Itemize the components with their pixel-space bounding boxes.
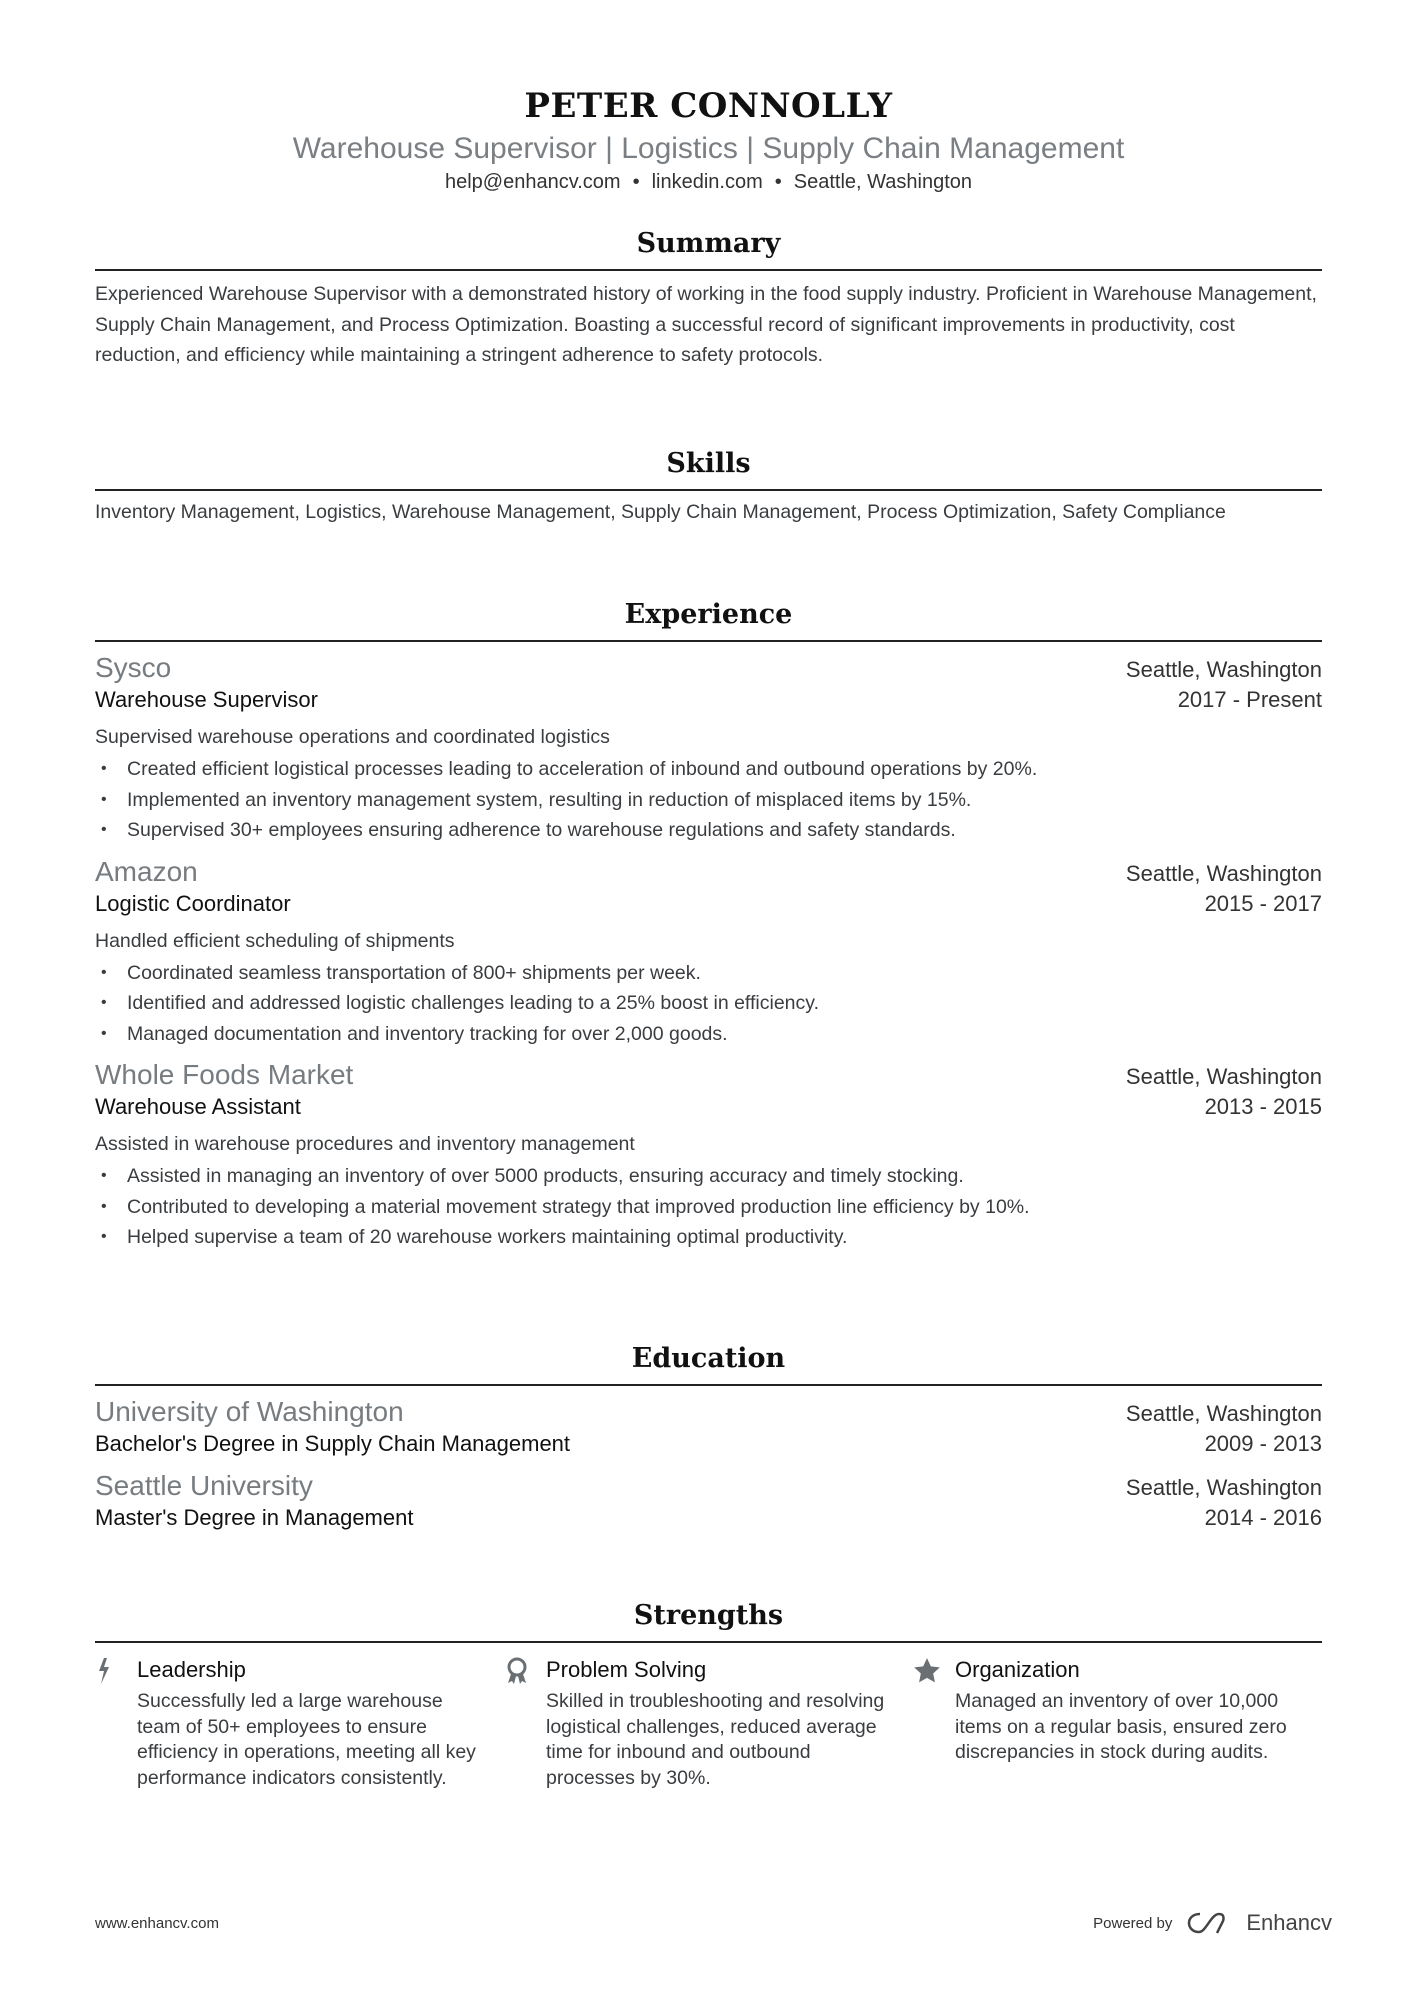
- company-name: Amazon: [95, 855, 198, 887]
- job-dates: 2015 - 2017: [1204, 890, 1322, 916]
- experience-entry: [95, 1059, 1322, 1253]
- company-name: Whole Foods Market: [95, 1059, 354, 1090]
- section-title: Education: [95, 1343, 1322, 1386]
- achievement-list: [95, 1161, 1322, 1253]
- education-entry: [95, 1396, 1322, 1460]
- education-dates: 2014 - 2016: [1204, 1505, 1322, 1530]
- job-description: Handled efficient scheduling of shipments: [95, 929, 455, 952]
- award-icon: [504, 1655, 546, 1792]
- achievement-bullet: • Identified and addressed logistic challenges leading to a 25% boost in efficiency.: [95, 988, 1322, 1019]
- experience-entry: [95, 856, 1322, 1050]
- strength-description: Skilled in troubleshooting and resolving logistical challenges, reduced average time for inbound and outbound processes by 30%.: [546, 1690, 885, 1790]
- job-location: Seattle, Washington: [1125, 1064, 1322, 1089]
- strength-title: Problem Solving: [546, 1657, 707, 1682]
- skills-text: Inventory Management, Logistics, Warehouse Management, Supply Chain Management, Process Optimization, Safety Compliance: [95, 501, 1226, 523]
- school-name: University of Washington: [95, 1396, 404, 1427]
- section-title: Summary: [95, 228, 1322, 271]
- job-title: Warehouse Assistant: [95, 1094, 301, 1119]
- achievement-bullet: • Implemented an inventory management system, resulting in reduction of misplaced items by 15%.: [95, 785, 1322, 816]
- location: Seattle, Washington: [793, 171, 973, 193]
- company-name: Sysco: [95, 652, 172, 683]
- brand-name: Enhancv: [1246, 1910, 1332, 1935]
- achievement-bullet: • Created efficient logistical processes leading to acceleration of inbound and outbound operations by 20%.: [95, 754, 1322, 785]
- achievement-list: [95, 754, 1322, 846]
- achievement-bullet: • Helped supervise a team of 20 warehouse workers maintaining optimal productivity.: [95, 1222, 1322, 1253]
- enhancv-logo-icon: [1186, 1910, 1232, 1936]
- star-icon: [913, 1655, 955, 1792]
- achievement-bullet: • Supervised 30+ employees ensuring adherence to warehouse regulations and safety standards.: [95, 815, 1322, 846]
- contact-info: [95, 171, 1322, 194]
- degree: Bachelor's Degree in Supply Chain Management: [95, 1431, 571, 1456]
- job-dates: 2017 - Present: [1177, 687, 1322, 712]
- section-title: Skills: [95, 448, 1322, 491]
- strength-item: [95, 1655, 504, 1792]
- education-dates: 2009 - 2013: [1204, 1431, 1322, 1456]
- separator: •: [632, 171, 640, 193]
- website-link[interactable]: www.enhancv.com: [95, 1914, 219, 1932]
- experience-section: [95, 599, 1322, 1253]
- section-title: Strengths: [95, 1600, 1322, 1643]
- email-link[interactable]: help@enhancv.com: [444, 171, 621, 193]
- lightning-icon: [95, 1655, 137, 1792]
- job-description: Assisted in warehouse procedures and inventory management: [95, 1133, 635, 1155]
- job-dates: 2013 - 2015: [1204, 1094, 1322, 1119]
- strengths-section: [95, 1600, 1322, 1792]
- job-location: Seattle, Washington: [1125, 860, 1322, 886]
- skills-section: [95, 448, 1322, 525]
- summary-section: [95, 228, 1322, 371]
- powered-by: [1093, 1910, 1332, 1936]
- achievement-list: [95, 958, 1322, 1050]
- linkedin-link[interactable]: linkedin.com: [651, 171, 763, 193]
- achievement-bullet: • Assisted in managing an inventory of over 5000 products, ensuring accuracy and timely stocking.: [95, 1161, 1322, 1192]
- achievement-bullet: • Managed documentation and inventory tracking for over 2,000 goods.: [95, 1019, 1322, 1050]
- education-entry: [95, 1470, 1322, 1534]
- school-location: Seattle, Washington: [1125, 1475, 1322, 1500]
- school-name: Seattle University: [95, 1470, 313, 1501]
- summary-text: Experienced Warehouse Supervisor with a demonstrated history of working in the food supply industry. Proficient in Warehouse Management, Supply Chain Management, and Process Optimization. Boasting a successful record of significant improvements in productivity, cost reduction, and efficiency while maintaining a stringent adherence to safety protocols.: [95, 283, 1317, 366]
- achievement-bullet: • Contributed to developing a material movement strategy that improved production line efficiency by 10%.: [95, 1192, 1322, 1223]
- footer: [95, 1910, 1332, 1936]
- strength-description: Managed an inventory of over 10,000 items on a regular basis, ensured zero discrepancies in stock during audits.: [955, 1690, 1287, 1764]
- school-location: Seattle, Washington: [1125, 1401, 1322, 1426]
- achievement-bullet: • Coordinated seamless transportation of 800+ shipments per week.: [95, 958, 1322, 989]
- job-title: Warehouse Supervisor: [95, 687, 318, 712]
- job-title: Logistic Coordinator: [95, 890, 291, 916]
- education-section: [95, 1343, 1322, 1534]
- strength-item: [913, 1655, 1322, 1792]
- powered-by-label: Powered by: [1093, 1914, 1173, 1932]
- headline: Warehouse Supervisor | Logistics | Supply Chain Management: [292, 132, 1125, 165]
- strength-description: Successfully led a large warehouse team of 50+ employees to ensure efficiency in operations, meeting all key performance indicators consistently.: [137, 1690, 476, 1790]
- job-location: Seattle, Washington: [1125, 657, 1322, 682]
- section-title: Experience: [95, 599, 1322, 642]
- candidate-name: PETER CONNOLLY: [524, 86, 893, 126]
- strength-title: Organization: [955, 1657, 1080, 1682]
- strength-title: Leadership: [137, 1657, 246, 1682]
- degree: Master's Degree in Management: [95, 1505, 414, 1530]
- strength-item: [504, 1655, 913, 1792]
- experience-entry: [95, 652, 1322, 846]
- separator: •: [774, 171, 782, 193]
- job-description: Supervised warehouse operations and coordinated logistics: [95, 726, 610, 748]
